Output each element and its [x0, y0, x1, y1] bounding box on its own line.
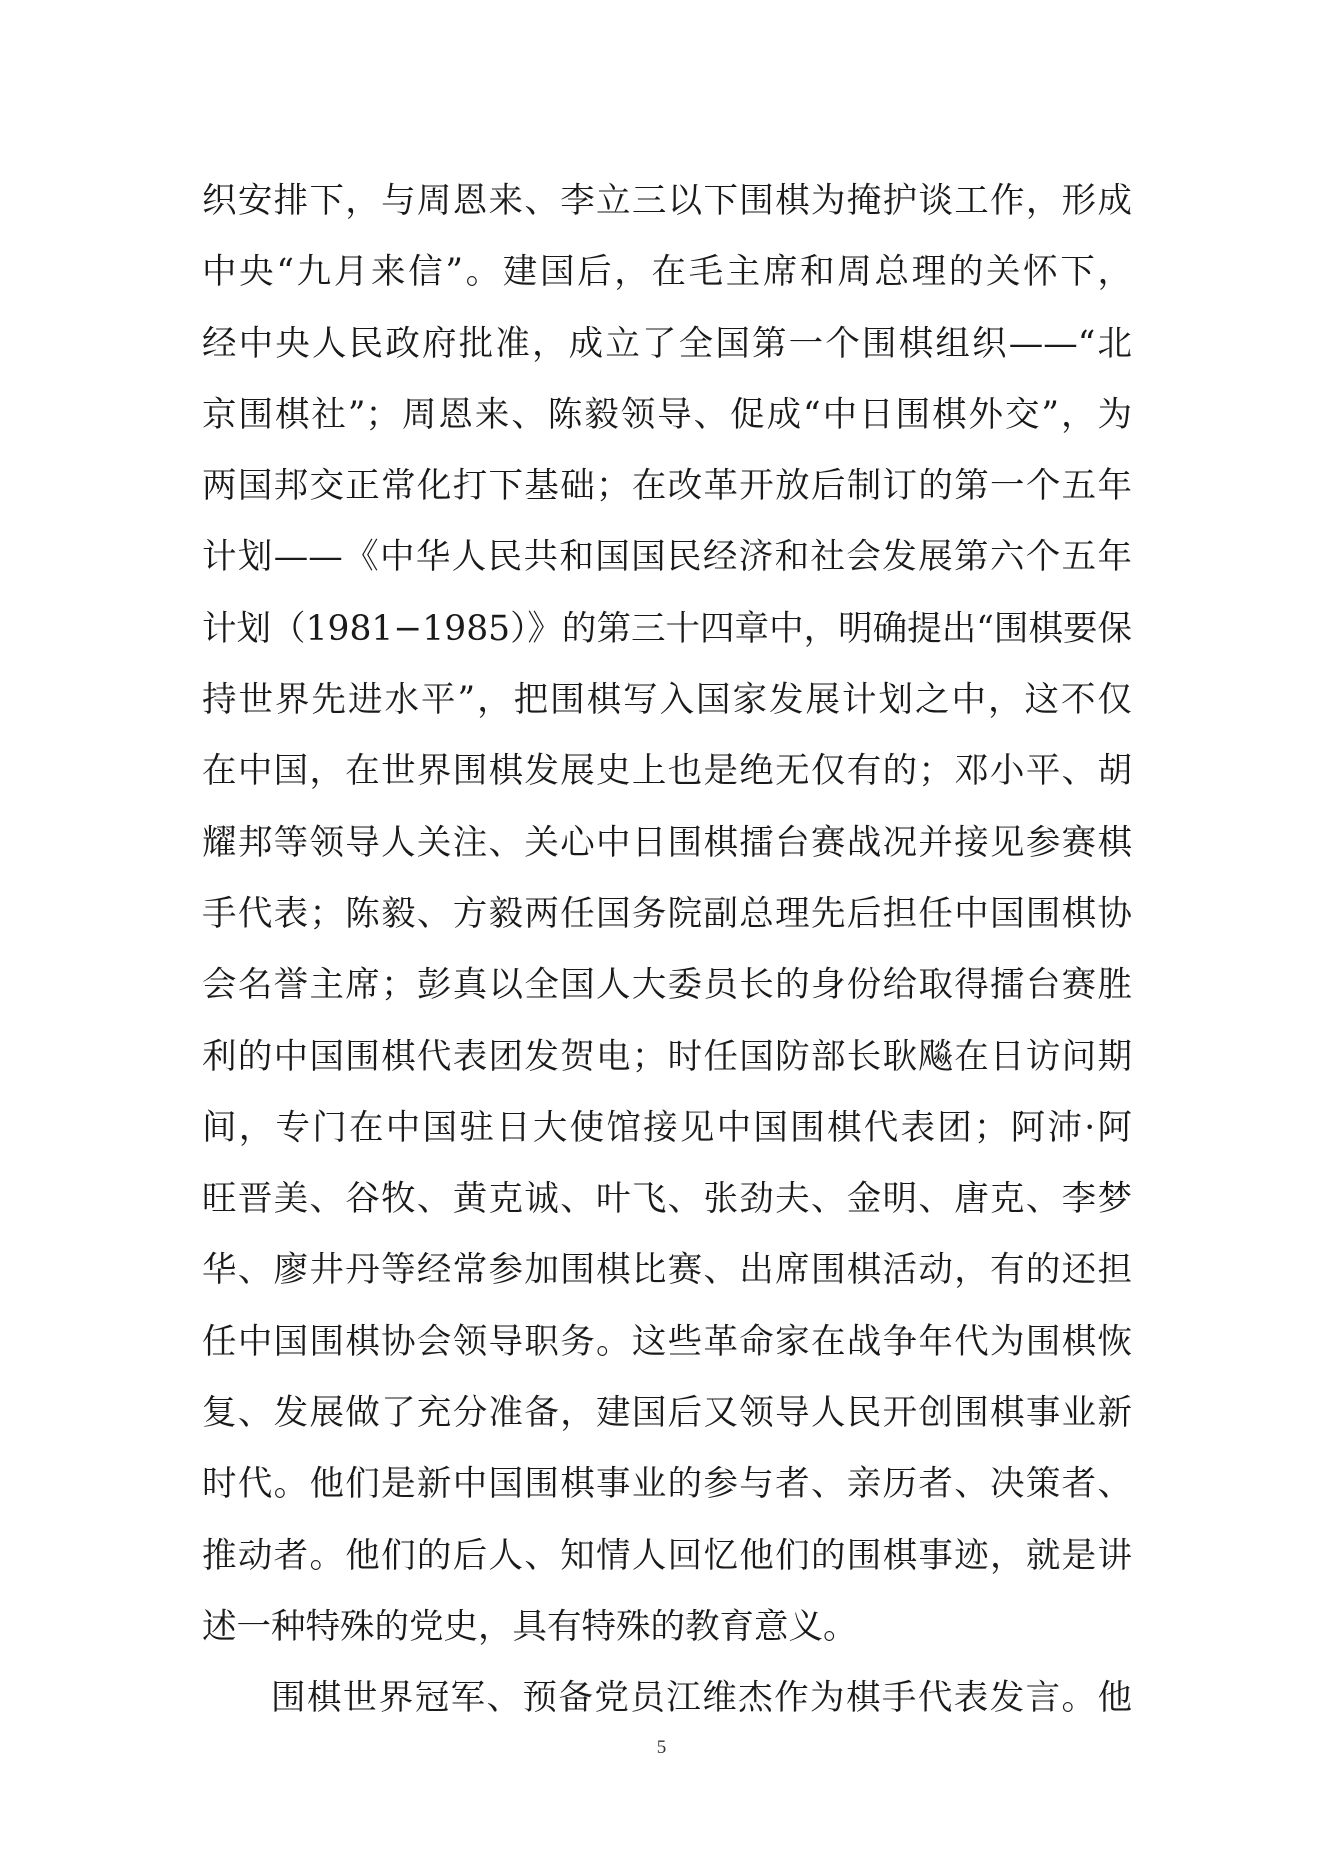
text-line: 经中央人民政府批准，成立了全国第一个围棋组织——“北	[202, 323, 1132, 364]
paragraph-end-line: 述一种特殊的党史，具有特殊的教育意义。	[202, 1606, 858, 1647]
text-line: 计划——《中华人民共和国国民经济和社会发展第六个五年	[202, 537, 1132, 578]
text-line: 复、发展做了充分准备，建国后又领导人民开创围棋事业新	[202, 1393, 1132, 1434]
text-line: 会名誉主席；彭真以全国人大委员长的身份给取得擂台赛胜	[202, 965, 1132, 1006]
text-line: 持世界先进水平”，把围棋写入国家发展计划之中，这不仅	[202, 680, 1132, 721]
text-line: 推动者。他们的后人、知情人回忆他们的围棋事迹，就是讲	[202, 1535, 1132, 1576]
text-line: 时代。他们是新中国围棋事业的参与者、亲历者、决策者、	[202, 1464, 1132, 1505]
text-line: 利的中国围棋代表团发贺电；时任国防部长耿飚在日访问期	[202, 1036, 1132, 1077]
text-line: 京围棋社”；周恩来、陈毅领导、促成“中日围棋外交”，为	[202, 394, 1132, 435]
text-line: 织安排下，与周恩来、李立三以下围棋为掩护谈工作，形成	[202, 181, 1132, 221]
text-line: 耀邦等领导人关注、关心中日围棋擂台赛战况并接见参赛棋	[202, 822, 1132, 863]
text-line: 华、廖井丹等经常参加围棋比赛、出席围棋活动，有的还担	[202, 1250, 1132, 1291]
text-line: 任中国围棋协会领导职务。这些革命家在战争年代为围棋恢	[202, 1321, 1132, 1362]
text-line: 两国邦交正常化打下基础；在改革开放后制订的第一个五年	[202, 466, 1132, 507]
text-line: 在中国，在世界围棋发展史上也是绝无仅有的；邓小平、胡	[202, 751, 1132, 792]
text-line: 中央“九月来信”。建国后，在毛主席和周总理的关怀下，	[202, 252, 1132, 293]
text-line: 手代表；陈毅、方毅两任国务院副总理先后担任中国围棋协	[202, 893, 1132, 934]
page-number: 5	[656, 1737, 667, 1758]
paragraph-start-line: 围棋世界冠军、预备党员江维杰作为棋手代表发言。他	[271, 1678, 1132, 1719]
text-line: 旺晋美、谷牧、黄克诚、叶飞、张劲夫、金明、唐克、李梦	[202, 1179, 1132, 1220]
text-line: 间，专门在中国驻日大使馆接见中国围棋代表团；阿沛·阿	[202, 1107, 1132, 1148]
text-line: 计划（1981−1985）》的第三十四章中，明确提出“围棋要保	[202, 608, 1132, 649]
body-text	[202, 166, 1132, 1735]
